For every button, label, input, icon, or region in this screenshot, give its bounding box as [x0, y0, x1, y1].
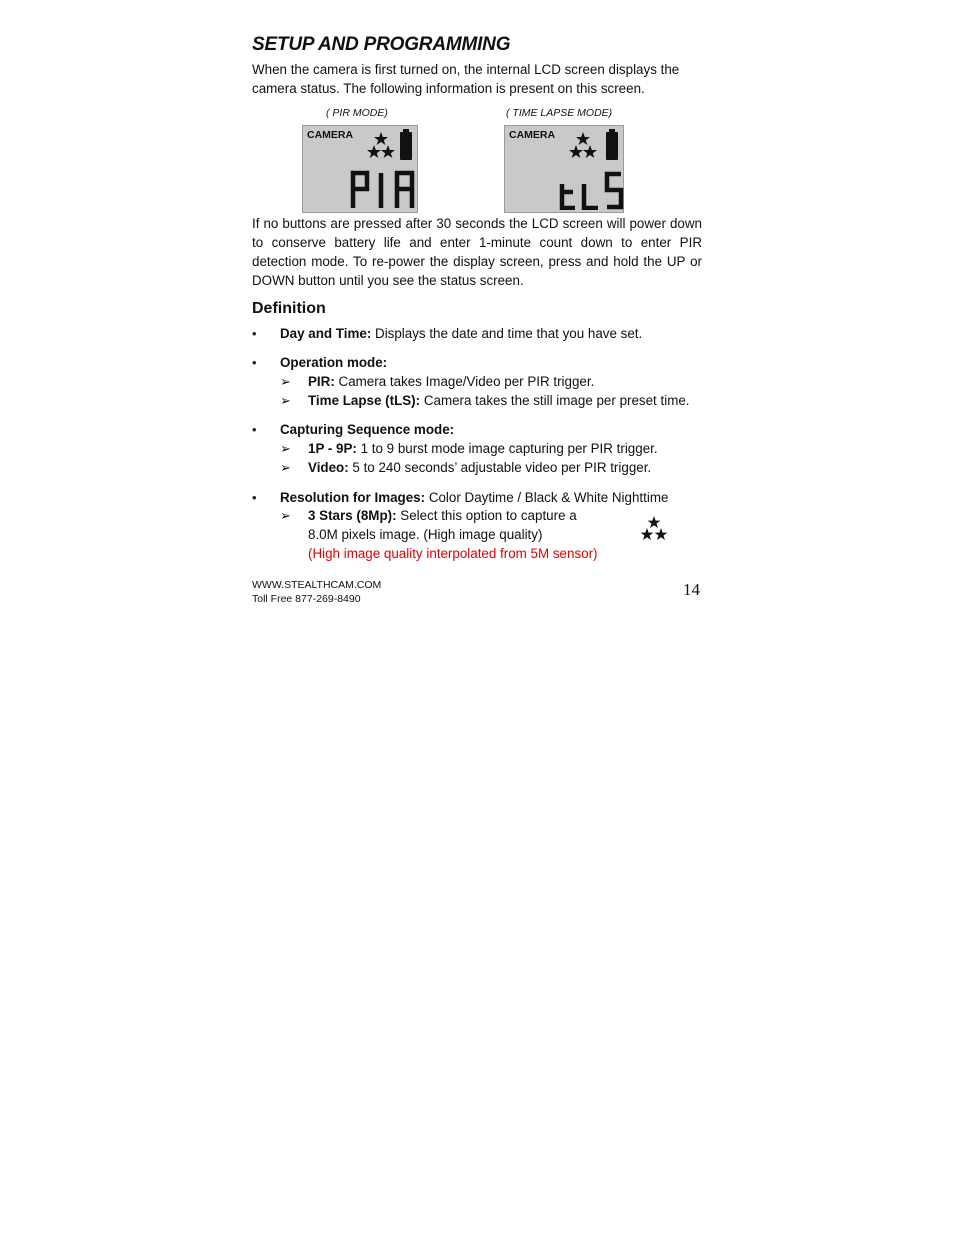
definition-heading: Definition [252, 300, 326, 317]
battery-icon [606, 132, 618, 160]
item-text: Displays the date and time that you have set. [371, 326, 643, 341]
item-text: Camera takes the still image per preset time. [420, 393, 690, 408]
item-text: 8.0M pixels image. (High image quality) [308, 527, 543, 542]
power-down-paragraph: If no buttons are pressed after 30 seconds the LCD screen will power down to conserve battery life and enter 1-minute count down to enter PIR detection mode. To re-power the display screen, press and hold the UP or DOWN button until you see the status screen. [252, 216, 702, 288]
time-lapse-mode-caption: ( TIME LAPSE MODE) [506, 107, 613, 119]
item-label: 3 Stars (8Mp): [308, 508, 397, 523]
item-label: Capturing Sequence mode: [280, 422, 455, 437]
lcd-mode-readout-pir [349, 170, 417, 210]
item-text: Camera takes Image/Video per PIR trigger. [334, 374, 595, 389]
page-number: 14 [683, 580, 700, 599]
item-label: Operation mode: [280, 355, 388, 370]
lcd-mode-text: PIR [349, 170, 351, 171]
item-label: Time Lapse (tLS): [308, 393, 421, 408]
arrow-bullet-icon: ➢ [280, 374, 291, 389]
bullet-symbol: • [252, 422, 257, 437]
item-label: Resolution for Images: [280, 490, 426, 505]
bullet-symbol: • [252, 490, 257, 505]
item-label: Video: [308, 460, 349, 475]
footer [252, 578, 381, 606]
lcd-camera-label: CAMERA [509, 129, 556, 141]
lcd-screen-pir [302, 125, 418, 213]
lcd-mode-text: tLS [557, 170, 559, 171]
page-title: SETUP AND PROGRAMMING [252, 34, 511, 55]
item-label: 1P - 9P: [308, 441, 357, 456]
lcd-camera-label: CAMERA [307, 129, 354, 141]
bullet-symbol: • [252, 326, 257, 341]
arrow-bullet-icon: ➢ [280, 460, 291, 475]
footer-phone: Toll Free 877-269-8490 [252, 593, 361, 605]
three-stars-icon [640, 515, 668, 541]
item-label: PIR: [308, 374, 335, 389]
three-stars-icon [569, 131, 597, 159]
lcd-mode-readout-tls [557, 170, 625, 210]
lcd-screen-time-lapse [504, 125, 624, 213]
pir-mode-caption: ( PIR MODE) [326, 107, 388, 119]
arrow-bullet-icon: ➢ [280, 508, 291, 523]
battery-icon [400, 132, 412, 160]
intro-paragraph: When the camera is first turned on, the internal LCD screen displays the camera status. The following information is present on this screen. [252, 62, 680, 96]
item-text: Color Daytime / Black & White Nighttime [425, 490, 669, 505]
item-text: 1 to 9 burst mode image capturing per PIR trigger. [356, 441, 658, 456]
bullet-symbol: • [252, 355, 257, 370]
item-text: 5 to 240 seconds’ adjustable video per PIR trigger. [348, 460, 652, 475]
arrow-bullet-icon: ➢ [280, 393, 291, 408]
three-stars-icon [367, 131, 395, 159]
item-note: (High image quality interpolated from 5M sensor) [308, 546, 598, 561]
item-text: Select this option to capture a [396, 508, 577, 523]
arrow-bullet-icon: ➢ [280, 441, 291, 456]
item-label: Day and Time: [280, 326, 372, 341]
footer-website: WWW.STEALTHCAM.COM [252, 579, 382, 591]
